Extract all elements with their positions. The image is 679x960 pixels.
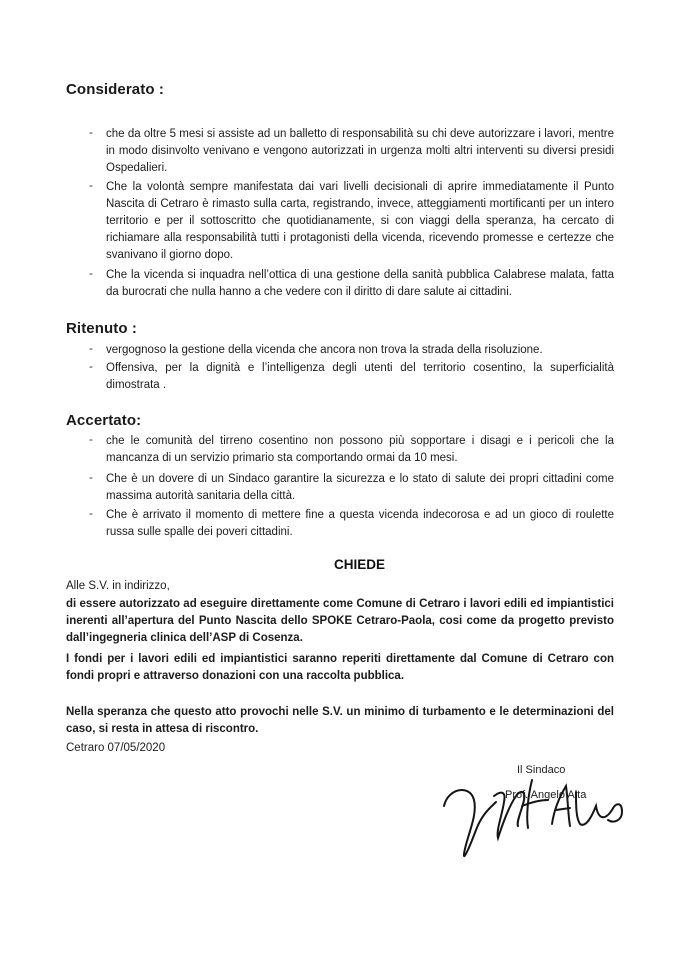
accertato-item-1: che le comunità del tirreno cosentino non possono più sopportare i disagi e i pericoli che la mancanza di un servizio primario sta comportando ormai da 10 mesi.	[106, 435, 614, 464]
addressee-line: Alle S.V. in indirizzo,	[66, 580, 170, 592]
signature-name: Prof. Angelo Aita	[505, 789, 587, 801]
bullet-dash: -	[89, 343, 93, 355]
place-date: Cetraro 07/05/2020	[66, 742, 166, 754]
ritenuto-item-2: Offensiva, per la dignità e l’intelligenza degli utenti del territorio cosentino, la superficialità dimostrata .	[106, 362, 614, 391]
bullet-dash: -	[89, 472, 93, 484]
section-title-accertato: Accertato:	[66, 412, 142, 429]
considerato-item-3: Che la vicenda si inquadra nell’ottica di una gestione della sanità pubblica Calabrese malata, fatta da burocrati che nulla hanno a che vedere con il diritto di dare salute ai cittadini.	[106, 269, 614, 298]
section-title-ritenuto: Ritenuto :	[66, 320, 137, 337]
bullet-dash: -	[89, 268, 93, 280]
accertato-item-3: Che è arrivato il momento di mettere fine a questa vicenda indecorosa e ad un gioco di roulette russa sulle spalle dei poveri cittadini.	[106, 509, 614, 538]
section-title-considerato: Considerato :	[66, 81, 164, 98]
accertato-item-2: Che è un dovere di un Sindaco garantire la sicurezza e lo stato di salute dei propri cittadini come massima autorità sanitaria della città.	[106, 473, 614, 502]
funds-paragraph: I fondi per i lavori edili ed impiantistici saranno reperiti direttamente dal Comune di Cetraro con fondi propri e attraverso donazioni con una raccolta pubblica.	[66, 653, 614, 682]
bullet-dash: -	[89, 127, 93, 139]
ritenuto-item-1: vergognoso la gestione della vicenda che ancora non trova la strada della risoluzione.	[106, 344, 543, 356]
request-paragraph: di essere autorizzato ad eseguire direttamente come Comune di Cetraro i lavori edili ed impiantistici inerenti all’apertura del Punto Nascita dello SPOKE Cetraro-Paola, cosi come da progetto previsto dall’ingegneria clinica dell’ASP di Cosenza.	[66, 598, 614, 644]
bullet-dash: -	[89, 434, 93, 446]
bullet-dash: -	[89, 180, 93, 192]
considerato-item-2: Che la volontà sempre manifestata dai vari livelli decisionali di aprire immediatamente il Punto Nascita di Cetraro è rimasto sulla carta, registrando, invece, atteggiamenti mortificanti per un intero territorio e per il sottoscritto che quotidianamente, si con viaggi della speranza, ha cercato di richiamare alla responsabilità tutti i protagonisti della vicenda, ricevendo promesse e certezze che svanivano il giorno dopo.	[106, 181, 614, 261]
bullet-dash: -	[89, 508, 93, 520]
chiede-heading: CHIEDE	[333, 557, 385, 572]
closing-paragraph: Nella speranza che questo atto provochi nelle S.V. un minimo di turbamento e le determinazioni del caso, si resta in attesa di riscontro.	[66, 706, 614, 735]
considerato-item-1: che da oltre 5 mesi si assiste ad un balletto di responsabilità su chi deve autorizzare i lavori, mentre in modo disinvolto venivano e vengono autorizzati in urgenza molti altri interventi su diversi presidi Ospedalieri.	[106, 128, 614, 174]
handwritten-signature	[436, 766, 636, 866]
bullet-dash: -	[89, 361, 93, 373]
signature-role: Il Sindaco	[517, 764, 566, 776]
